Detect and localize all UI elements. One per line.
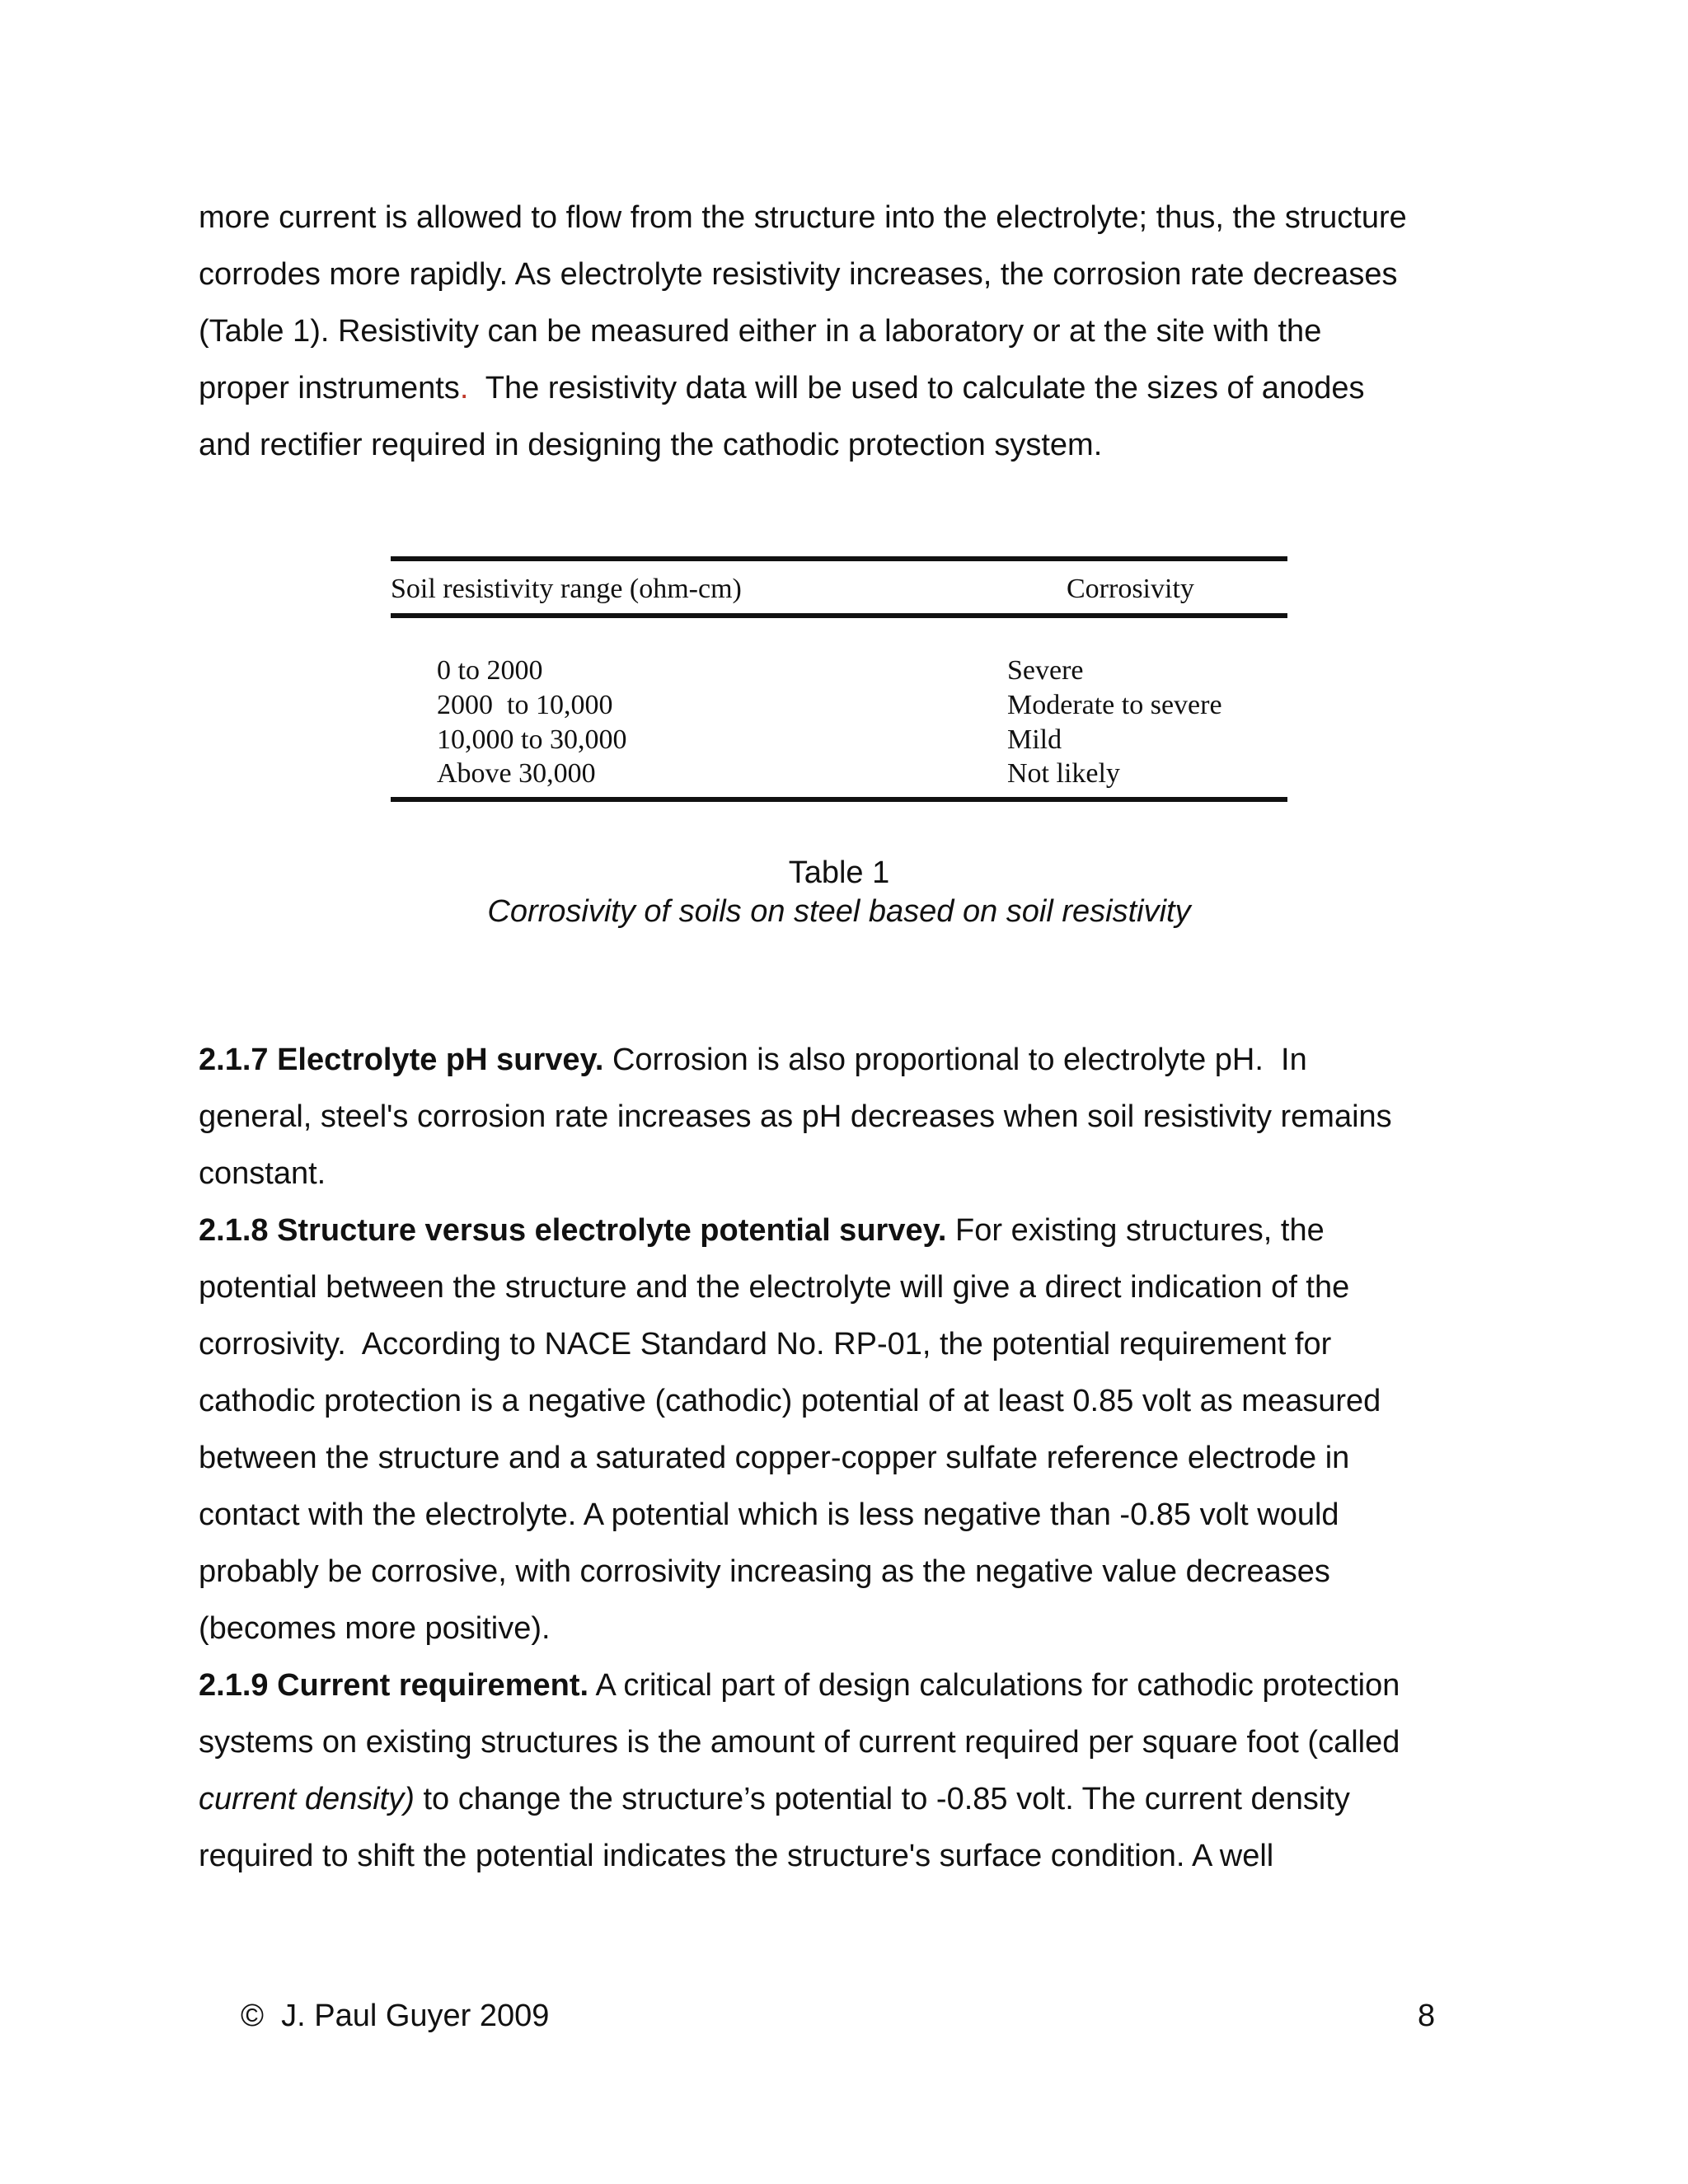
section-219-line-3: to change the structure’s potential to -0.85 volt. The current density	[414, 1782, 1350, 1816]
section-219-line-2: systems on existing structures is the amount of current required per square foot (called	[199, 1725, 1400, 1760]
section-217-heading: 2.1.7 Electrolyte pH survey.	[199, 1043, 604, 1077]
table-cell-corrosivity: Moderate to severe	[1007, 690, 1222, 720]
table-cell-corrosivity: Mild	[1007, 724, 1062, 755]
section-218-line-4: cathodic protection is a negative (cathodic) potential of at least 0.85 volt as measured	[199, 1384, 1381, 1418]
table-cell-range: 2000 to 10,000	[437, 690, 613, 720]
table-cell-corrosivity: Not likely	[1007, 758, 1120, 789]
section-217-line-3: constant.	[199, 1156, 326, 1191]
intro-line-4-end: The resistivity data will be used to calculate the sizes of anodes	[468, 371, 1365, 405]
section-218-line-6: contact with the electrolyte. A potential which is less negative than -0.85 volt would	[199, 1497, 1339, 1532]
intro-line-3: (Table 1). Resistivity can be measured either in a laboratory or at the site with the	[199, 314, 1322, 349]
intro-line-4-start: proper instruments	[199, 371, 460, 405]
table-header-rule	[391, 613, 1287, 618]
section-217-line-1: Corrosion is also proportional to electrolyte pH. In	[603, 1043, 1307, 1077]
intro-paragraph	[199, 190, 1501, 474]
page-number: 8	[1418, 1999, 1436, 2033]
table-caption-subtitle: Corrosivity of soils on steel based on soil resistivity	[487, 894, 1191, 929]
section-218-line-7: probably be corrosive, with corrosivity increasing as the negative value decreases	[199, 1554, 1330, 1589]
table-caption-title: Table 1	[788, 855, 890, 890]
section-218-line-8: (becomes more positive).	[199, 1611, 551, 1646]
section-219-line-1: A critical part of design calculations for cathodic protection	[588, 1668, 1400, 1703]
table-bottom-rule	[391, 797, 1287, 802]
table-cell-range: Above 30,000	[437, 758, 596, 789]
section-218-line-1: For existing structures, the	[946, 1213, 1325, 1248]
table-top-rule	[391, 556, 1287, 561]
section-218-line-5: between the structure and a saturated copper-copper sulfate reference electrode in	[199, 1441, 1350, 1475]
section-218-line-2: potential between the structure and the electrolyte will give a direct indication of the	[199, 1270, 1350, 1305]
section-219-line-3-italic: current density)	[199, 1782, 415, 1816]
sections-body	[199, 1032, 1501, 1885]
intro-line-5: and rectifier required in designing the cathodic protection system.	[199, 428, 1103, 462]
intro-line-2: corrodes more rapidly. As electrolyte resistivity increases, the corrosion rate decreases	[199, 257, 1398, 292]
section-217-line-2: general, steel's corrosion rate increases as pH decreases when soil resistivity remains	[199, 1099, 1392, 1134]
section-218-line-3: corrosivity. According to NACE Standard No. RP-01, the potential requirement for	[199, 1327, 1332, 1361]
table-cell-range: 10,000 to 30,000	[437, 724, 627, 755]
footer-copyright: © J. Paul Guyer 2009	[241, 1999, 550, 2033]
table-cell-corrosivity: Severe	[1007, 655, 1084, 686]
section-218-heading: 2.1.8 Structure versus electrolyte potential survey.	[199, 1213, 947, 1248]
intro-line-4-red-period: .	[459, 371, 469, 405]
table-header-corrosivity: Corrosivity	[1067, 574, 1194, 604]
table-cell-range: 0 to 2000	[437, 655, 543, 686]
intro-line-1: more current is allowed to flow from the structure into the electrolyte; thus, the structure	[199, 200, 1407, 235]
section-219-line-4: required to shift the potential indicates the structure's surface condition. A well	[199, 1839, 1274, 1873]
table-header-range: Soil resistivity range (ohm-cm)	[391, 574, 742, 604]
section-219-heading: 2.1.9 Current requirement.	[199, 1668, 589, 1703]
